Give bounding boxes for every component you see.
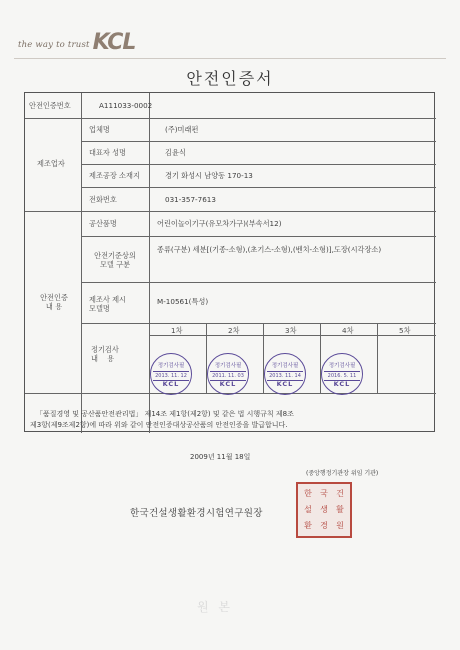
inspect-col-4: 4차 — [342, 326, 354, 335]
model-name-label: 제조사 제시 모델명 — [89, 295, 127, 313]
model-category-value: 종류(구분) 세분[(기종-소형),(초기스-소형),(벤치-소형)],도장(시각장소) — [157, 245, 382, 254]
inspection-stamp: 정기검사필 2013. 11. 12 KCL — [150, 353, 192, 395]
inspection-label: 정기검사 내 용 — [91, 345, 119, 363]
brand-tagline: the way to trust — [18, 40, 90, 50]
brand-header — [18, 26, 135, 54]
model-category-label: 안전기준상의 모델 구분 — [94, 251, 136, 269]
company-label: 업체명 — [89, 125, 110, 134]
legal-text-line-2: 제3항(제9조제2항)에 따라 위와 같이 안전인증대상공산품의 안전인증을 발급합니다. — [30, 421, 288, 429]
kcl-logo: KCL — [92, 30, 136, 55]
inspect-col-2: 2차 — [228, 326, 240, 335]
official-seal: 한 국 건 설 생 활 환 경 원 — [296, 482, 352, 538]
inspection-stamp: 정기검사필 2013. 11. 14 KCL — [264, 353, 306, 395]
product-value: 어린이놀이기구(유모차가구)(부속서12) — [157, 219, 282, 228]
inspect-col-5: 5차 — [399, 326, 411, 335]
header-divider — [14, 58, 446, 59]
cert-number-label: 안전인증번호 — [29, 101, 71, 110]
phone-label: 전화번호 — [89, 195, 117, 204]
factory-label: 제조공장 소재지 — [89, 171, 140, 180]
cert-number-value: A111033-0002 — [99, 101, 153, 110]
legal-text-line-1: 「품질경영 및 공산품안전관리법」 제14조 제1항(제2항) 및 같은 법 시행규칙 제8조 — [36, 410, 294, 418]
document-title: 안전인증서 — [186, 69, 274, 88]
inspect-col-3: 3차 — [285, 326, 297, 335]
issuer-name: 한국건설생활환경시험연구원장 — [130, 508, 263, 519]
representative-value: 김윤식 — [165, 148, 186, 157]
cert-content-group-label: 안전인증 내 용 — [40, 293, 68, 311]
phone-value: 031-357-7613 — [165, 195, 216, 204]
inspection-stamp: 정기검사필 2016. 5. 11 KCL — [321, 353, 363, 395]
original-watermark: 원 본 — [197, 600, 233, 614]
authority-note: (중앙행정기관장 위임 기관) — [306, 470, 379, 477]
model-name-value: M-10561(특성) — [157, 297, 209, 306]
product-label: 공산품명 — [89, 219, 117, 228]
maker-group-label: 제조업자 — [37, 159, 65, 168]
inspection-stamp: 정기검사필 2011. 11. 03 KCL — [207, 353, 249, 395]
issue-date: 2009년 11월 18일 — [190, 453, 251, 461]
factory-value: 경기 화성시 남양동 170-13 — [165, 171, 253, 180]
company-value: (주)미래펀 — [165, 125, 199, 134]
representative-label: 대표자 성명 — [89, 148, 127, 157]
inspect-col-1: 1차 — [171, 326, 183, 335]
